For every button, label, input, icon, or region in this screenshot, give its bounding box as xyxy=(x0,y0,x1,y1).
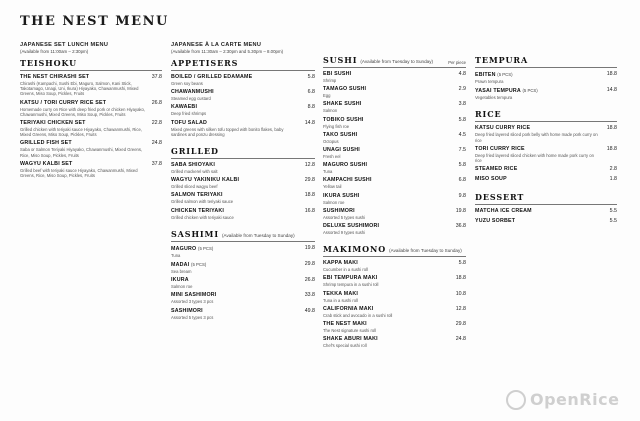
menu-item xyxy=(323,193,466,205)
item-price: 5.5 xyxy=(609,218,617,225)
menu-item xyxy=(171,89,315,101)
item-name: STEAMED RICE xyxy=(475,166,518,173)
item-description: Octopus xyxy=(323,138,339,144)
menu-item xyxy=(171,177,315,189)
section-teishoku xyxy=(20,58,162,71)
menu-item xyxy=(20,161,162,178)
item-description: Shrimp xyxy=(323,78,337,83)
menu-item xyxy=(323,291,466,303)
item-name: BOILED / GRILLED EDAMAME xyxy=(171,74,253,80)
menu-item xyxy=(475,176,617,183)
menu-item xyxy=(475,125,617,142)
section-title: TEISHOKU xyxy=(20,58,77,68)
item-name-line xyxy=(171,177,299,184)
appetisers-list xyxy=(171,74,315,137)
menu-item xyxy=(323,321,466,333)
item-description: Steamed egg custard xyxy=(171,96,211,102)
item-description: Salmon roe xyxy=(171,284,193,290)
openrice-watermark xyxy=(506,389,626,411)
column-tempura-rice-dessert xyxy=(475,42,617,228)
item-note: (5 PCS) xyxy=(198,245,214,251)
item-price: 29.8 xyxy=(455,321,466,328)
menu-title: THE NEST MENU xyxy=(20,14,169,29)
item-description: Grilled salmon with teriyaki sauce xyxy=(171,199,234,205)
item-name-line xyxy=(171,104,299,111)
set-lunch-heading: JAPANESE SET LUNCH MENU xyxy=(20,42,109,48)
item-name: KAMPACHI SUSHI xyxy=(323,177,372,184)
item-name-line xyxy=(323,260,450,267)
item-name: CALIFORNIA MAKI xyxy=(323,305,374,312)
item-name: TAKO SUSHI xyxy=(323,131,358,138)
item-name-line xyxy=(323,101,450,108)
section-title: SUSHI xyxy=(323,55,358,65)
menu-item xyxy=(171,74,315,86)
menu-item xyxy=(171,277,315,289)
menu-item xyxy=(323,147,466,159)
menu-item xyxy=(475,71,617,84)
item-name-line xyxy=(20,140,146,147)
item-description: Grilled beef with teriyaki sauce Hiyayako, Chawanmushi, Mixed Greens, Rice, Miso Soup, Pickles, Fruits xyxy=(20,167,138,179)
section-title: RICE xyxy=(475,109,502,120)
item-name: THE NEST CHIRASHI SET xyxy=(20,74,90,80)
item-name-line xyxy=(171,74,299,81)
section-title: GRILLED xyxy=(171,146,219,157)
menu-item xyxy=(323,162,466,174)
tempura-list xyxy=(475,71,617,100)
item-price: 37.8 xyxy=(151,74,162,80)
item-name-line xyxy=(475,218,601,225)
item-name: KATSU CURRY RICE xyxy=(475,125,531,132)
item-price: 36.8 xyxy=(455,223,466,230)
item-price: 24.8 xyxy=(151,140,162,147)
section-rice xyxy=(475,109,617,122)
item-price: 16.8 xyxy=(304,207,315,214)
menu-item xyxy=(171,162,315,174)
item-name: TOBIKO SUSHI xyxy=(323,116,364,123)
item-price: 6.8 xyxy=(458,177,466,184)
item-note: (5 PCS) xyxy=(497,72,513,77)
item-name: MISO SOUP xyxy=(475,176,507,183)
column-sushi xyxy=(323,42,466,351)
item-price: 3.8 xyxy=(458,101,466,108)
sashimi-list xyxy=(171,245,315,320)
item-name-line xyxy=(323,162,450,169)
item-price: 19.8 xyxy=(304,244,315,251)
item-description: Chirashi (Kampachi, Sushi Ebi, Maguro, Salmon, Kani Stick, Takotamago, Unagi, Uni, Ikura) Hiyayako, Chawanmushi, Mixed Greens, Miso Soup, Pickles, Fruits xyxy=(20,81,139,97)
item-name: EBI SUSHI xyxy=(323,71,352,77)
section-sashimi xyxy=(171,229,315,242)
item-name-line xyxy=(475,87,601,95)
item-name: TAMAGO SUSHI xyxy=(323,86,367,93)
item-name-line xyxy=(20,120,146,127)
set-lunch-availability: (Available from 11:00am – 2:30pm) xyxy=(20,49,89,54)
menu-item xyxy=(323,177,466,189)
item-name-line xyxy=(475,71,601,79)
item-name: KAPPA MAKI xyxy=(323,260,358,267)
item-name-line xyxy=(475,146,601,153)
menu-item xyxy=(323,336,466,348)
item-name: WAGYU KALBI SET xyxy=(20,160,73,167)
item-price: 6.8 xyxy=(307,89,315,96)
item-name-line xyxy=(323,321,450,328)
item-name: SALMON TERIYAKI xyxy=(171,192,223,199)
item-name: TORI CURRY RICE xyxy=(475,145,525,152)
item-price: 10.8 xyxy=(455,290,466,297)
item-description: Assorted 9 types sushi xyxy=(323,230,366,236)
section-dessert xyxy=(475,192,617,205)
rice-list xyxy=(475,125,617,183)
menu-item xyxy=(323,306,466,318)
item-description: Assorted 3 types 3 pcs xyxy=(171,299,214,305)
a-la-carte-availability: (Available from 11:30am – 2:30pm and 5.30pm – 8.00pm) xyxy=(171,49,284,54)
menu-item xyxy=(20,74,162,97)
item-price: 1.8 xyxy=(609,176,617,183)
item-name-line xyxy=(323,306,450,313)
item-name: IKURA xyxy=(171,277,189,284)
item-description: Crab stick and avocado in a sushi roll xyxy=(323,312,393,318)
item-price: 8.8 xyxy=(307,104,315,111)
item-name-line xyxy=(323,208,450,215)
item-name: MINI SASHIMORI xyxy=(171,292,217,299)
item-description: Fresh eel xyxy=(323,154,341,160)
section-sushi xyxy=(323,55,466,68)
item-description: Vegetables tempura xyxy=(475,95,513,101)
item-price: 2.9 xyxy=(458,86,466,93)
section-title: SASHIMI xyxy=(171,228,219,239)
item-name-line xyxy=(323,147,450,154)
teishoku-list xyxy=(20,74,162,178)
menu-item xyxy=(171,245,315,258)
item-price: 5.8 xyxy=(307,74,315,80)
item-price: 24.8 xyxy=(455,336,466,343)
item-name-line xyxy=(20,100,146,107)
item-name: TOFU SALAD xyxy=(171,119,208,126)
menu-item xyxy=(171,308,315,320)
item-name: MAGURO SUSHI xyxy=(323,162,368,169)
sushi-list xyxy=(323,71,466,235)
item-name-line xyxy=(171,162,299,169)
menu-item xyxy=(171,208,315,220)
menu-item xyxy=(475,146,617,163)
a-la-carte-heading: JAPANESE À LA CARTE MENU xyxy=(171,42,262,48)
item-name-line xyxy=(323,275,450,282)
section-makimono xyxy=(323,244,466,257)
item-price: 5.5 xyxy=(609,208,617,215)
item-description: Tuna xyxy=(323,169,333,175)
item-name-line xyxy=(323,132,450,139)
item-description: Salmon xyxy=(323,108,338,114)
item-description: The Nest signature sushi roll xyxy=(323,328,377,334)
menu-item xyxy=(171,120,315,137)
item-name-line xyxy=(475,208,601,215)
item-name: MAGURO xyxy=(171,245,197,252)
item-name: IKURA SUSHI xyxy=(323,192,360,199)
item-name: EBITEN xyxy=(475,72,496,78)
section-note: (Available from Tuesday to Sunday) xyxy=(360,59,434,64)
item-name-line xyxy=(171,120,299,127)
item-description: Grilled chicken with teriyaki sauce xyxy=(171,214,234,220)
item-name: SHAKE ABURI MAKI xyxy=(323,336,378,343)
item-name: WAGYU YAKINIKU KALBI xyxy=(171,177,240,184)
item-description: Salmon roe xyxy=(323,199,345,205)
item-price: 2.8 xyxy=(609,166,617,173)
item-price: 49.8 xyxy=(304,307,315,314)
menu-item xyxy=(323,117,466,129)
item-note: (5 PCS) xyxy=(191,262,207,268)
item-description: Mixed greens with silken tofu topped with bonito flakes, baby sardines and ponzu dressing xyxy=(171,126,284,137)
item-name-line xyxy=(323,117,450,124)
item-name: DELUXE SUSHIMORI xyxy=(323,223,380,230)
item-name: MATCHA ICE CREAM xyxy=(475,208,532,215)
item-price: 5.8 xyxy=(458,260,466,267)
item-description: Chef's special sushi roll xyxy=(323,343,367,349)
item-name: KATSU / TORI CURRY RICE SET xyxy=(20,99,107,106)
item-name-line xyxy=(323,193,450,200)
grilled-list xyxy=(171,162,315,220)
item-price: 7.5 xyxy=(458,147,466,154)
menu-item xyxy=(20,100,162,117)
menu-item xyxy=(20,140,162,157)
item-description: Tuna xyxy=(171,252,181,258)
item-name-line xyxy=(475,125,601,132)
item-price: 19.8 xyxy=(455,207,466,214)
menu-item xyxy=(20,120,162,137)
item-name: SUSHIMORI xyxy=(323,207,355,214)
item-price: 29.8 xyxy=(304,261,315,268)
item-name-line xyxy=(475,166,601,173)
item-description: Deep fried layered sliced chicken with home made pork curry on rice xyxy=(475,152,594,164)
item-description: Assorted 5 types sushi xyxy=(323,214,366,220)
section-note: (Available from Tuesday to Sunday) xyxy=(389,248,462,254)
menu-item xyxy=(171,104,315,116)
item-name: EBI TEMPURA MAKI xyxy=(323,275,378,282)
item-name: YASAI TEMPURA xyxy=(475,88,521,95)
item-price: 14.8 xyxy=(606,87,617,94)
item-price: 12.8 xyxy=(304,162,315,169)
item-price: 22.8 xyxy=(151,120,162,127)
item-name-line xyxy=(171,89,299,96)
menu-item xyxy=(171,292,315,304)
item-price: 5.8 xyxy=(458,116,466,123)
item-price: 18.8 xyxy=(606,71,617,77)
item-name: TEKKA MAKI xyxy=(323,290,359,297)
section-title: APPETISERS xyxy=(171,58,239,68)
section-appetisers xyxy=(171,58,315,71)
item-name-line xyxy=(171,245,299,253)
item-name-line xyxy=(20,161,146,168)
item-price: 14.8 xyxy=(304,119,315,126)
item-name-line xyxy=(323,291,450,298)
per-piece-label: Per piece xyxy=(448,60,466,65)
item-description: Grilled sliced wagyu beef xyxy=(171,184,218,190)
item-name: KAWAEBI xyxy=(171,104,198,111)
menu-item xyxy=(323,260,466,272)
openrice-logo-icon xyxy=(506,390,526,410)
menu-item xyxy=(323,208,466,220)
item-price: 9.8 xyxy=(458,192,466,199)
item-description: Deep fried layered sliced pork belly with home made pork curry on rice xyxy=(475,132,598,143)
menu-item xyxy=(475,218,617,225)
section-title: TEMPURA xyxy=(475,55,529,65)
item-name: MADAI xyxy=(171,262,190,269)
item-description: Sea bream xyxy=(171,269,192,275)
item-name-line xyxy=(171,261,299,269)
item-name-line xyxy=(171,308,299,315)
item-name-line xyxy=(323,177,450,184)
item-description: Shrimp tempura in a sushi roll xyxy=(323,282,379,288)
menu-item xyxy=(475,208,617,215)
menu-item xyxy=(323,101,466,113)
item-name: CHAWANMUSHI xyxy=(171,89,214,96)
item-price: 37.8 xyxy=(151,160,162,167)
item-name-line xyxy=(171,292,299,299)
menu-item xyxy=(475,87,617,100)
item-price: 18.8 xyxy=(606,145,617,152)
item-description: Tuna in a sushi roll xyxy=(323,297,358,303)
item-name-line xyxy=(475,176,601,183)
item-description: Saba or Salmon Teriyaki Hiyayako, Chawanmushi, Mixed Greens, Rice, Miso Soup, Pickles, Fruits xyxy=(20,147,143,158)
item-description: Assorted 5 types 3 pcs xyxy=(171,314,214,320)
section-tempura xyxy=(475,55,617,68)
item-description: Egg xyxy=(323,93,331,99)
item-name-line xyxy=(171,192,299,199)
menu-item xyxy=(323,132,466,144)
item-name: GRILLED FISH SET xyxy=(20,140,72,147)
item-name-line xyxy=(20,74,146,81)
item-price: 33.8 xyxy=(304,292,315,299)
item-description: Grilled mackerel with salt xyxy=(171,169,218,175)
item-name-line xyxy=(323,223,450,230)
item-price: 29.8 xyxy=(304,177,315,184)
menu-item xyxy=(475,166,617,173)
item-description: Cucumber in a sushi roll xyxy=(323,267,368,273)
section-title: DESSERT xyxy=(475,192,525,203)
menu-item xyxy=(323,71,466,83)
item-price: 12.8 xyxy=(455,305,466,312)
item-name-line xyxy=(171,208,299,215)
menu-item xyxy=(323,86,466,98)
item-description: Deep fried shrimps xyxy=(171,111,207,117)
makimono-list xyxy=(323,260,466,348)
item-name: UNAGI SUSHI xyxy=(323,147,360,154)
item-name-line xyxy=(323,71,450,78)
item-name-line xyxy=(171,277,299,284)
column-a-la-carte xyxy=(171,42,315,323)
section-title: MAKIMONO xyxy=(323,244,387,255)
item-name: SASHIMORI xyxy=(171,307,203,314)
menu-item xyxy=(171,192,315,204)
item-price: 26.8 xyxy=(304,277,315,284)
item-description: Green soy beans xyxy=(171,81,203,86)
dessert-list xyxy=(475,208,617,225)
item-price: 4.5 xyxy=(458,131,466,138)
item-name: YUZU SORBET xyxy=(475,218,516,225)
watermark-text: OpenRice xyxy=(530,390,620,409)
item-name: SHAKE SUSHI xyxy=(323,101,362,108)
item-price: 18.8 xyxy=(606,125,617,132)
section-grilled xyxy=(171,146,315,159)
item-name-line xyxy=(323,86,450,93)
item-description: Grilled chicken with teriyaki sauce Hiyayako, Chawanmushi, Rice, Mixed Greens, Miso Soup, Pickles, Fruits xyxy=(20,127,142,138)
section-note: (Available from Tuesday to Sunday) xyxy=(221,232,295,238)
item-price: 26.8 xyxy=(151,99,162,106)
column-set-lunch xyxy=(20,42,162,181)
item-price: 4.8 xyxy=(458,71,466,77)
item-price: 18.8 xyxy=(455,275,466,282)
item-price: 5.8 xyxy=(458,162,466,169)
item-description: Homemade curry on Rice with deep fried pork or chicken Hiyayako, Chawanmushi, Mixed Greens, Miso Soup, Pickles, Fruits xyxy=(20,106,145,117)
menu-item xyxy=(323,275,466,287)
item-description: Flying fish roe xyxy=(323,123,350,129)
item-description: Prawn tempura xyxy=(475,79,504,84)
menu-item xyxy=(323,223,466,235)
item-name: SABA SHIOYAKI xyxy=(171,162,216,169)
item-name: THE NEST MAKI xyxy=(323,321,367,328)
menu-item xyxy=(171,261,315,274)
item-description: Yellow tail xyxy=(323,184,342,190)
item-name: TERIYAKI CHICKEN SET xyxy=(20,120,86,127)
item-note: (5 PCS) xyxy=(522,88,538,94)
item-price: 18.8 xyxy=(304,192,315,199)
item-name: CHICKEN TERIYAKI xyxy=(171,207,225,214)
item-name-line xyxy=(323,336,450,343)
